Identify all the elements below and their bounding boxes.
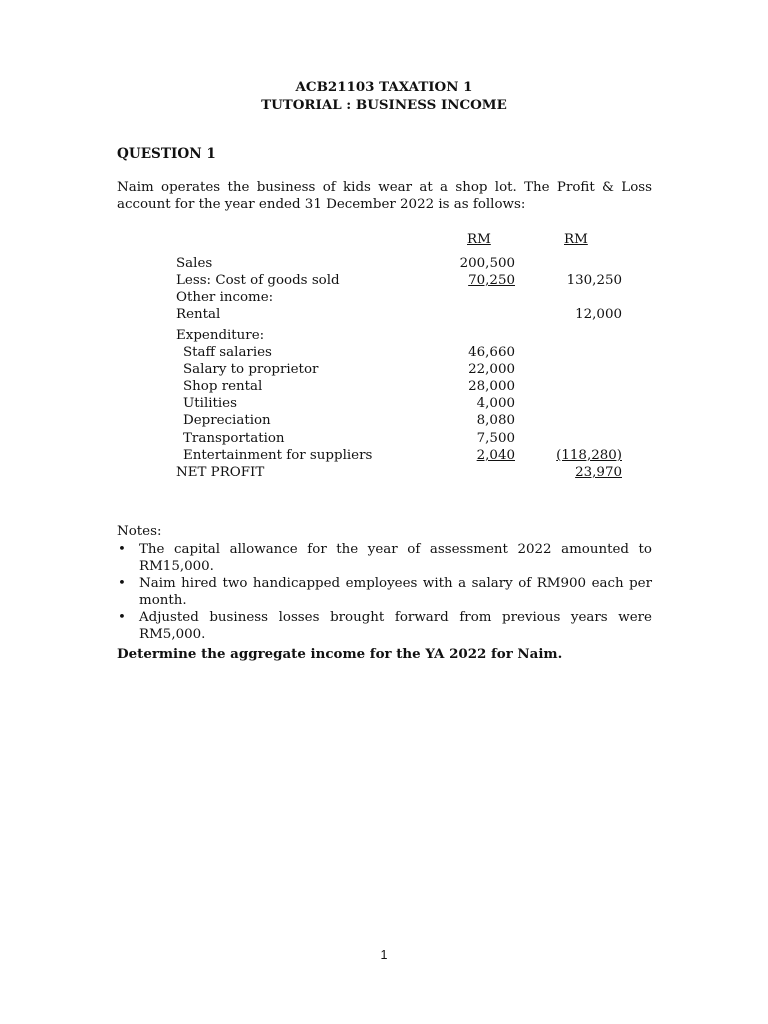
row-value-col2: 23,970 xyxy=(575,465,622,480)
row-label: Depreciation xyxy=(183,413,271,428)
row-label: Utilities xyxy=(183,396,237,411)
course-title: ACB21103 TAXATION 1 xyxy=(295,79,473,95)
row-value-col1: 4,000 xyxy=(476,396,515,411)
row-value-col2: 12,000 xyxy=(575,307,622,322)
row-value-col2: 130,250 xyxy=(566,273,622,288)
row-value-col1: 28,000 xyxy=(468,379,515,394)
column-header-rm-1: RM xyxy=(467,232,491,247)
question-title: QUESTION 1 xyxy=(117,146,216,162)
table-row xyxy=(0,272,768,289)
note-text: The capital allowance for the year of assessment 2022 amounted to RM15,000. xyxy=(139,542,652,574)
table-row xyxy=(0,395,768,412)
list-item xyxy=(117,541,652,575)
row-value-col1: 46,660 xyxy=(468,345,515,360)
row-label: NET PROFIT xyxy=(176,465,265,480)
row-value-col1: 70,250 xyxy=(468,273,515,288)
table-row xyxy=(0,378,768,395)
row-label: Shop rental xyxy=(183,379,263,394)
row-label: Transportation xyxy=(183,431,285,446)
note-text: Naim hired two handicapped employees with a salary of RM900 each per month. xyxy=(139,576,652,608)
table-row xyxy=(0,306,768,323)
question-prompt: Determine the aggregate income for the YA 2022 for Naim. xyxy=(117,646,563,662)
row-label: Salary to proprietor xyxy=(183,362,319,377)
notes-title: Notes: xyxy=(117,524,162,539)
list-item xyxy=(117,575,652,609)
list-item xyxy=(117,609,652,643)
bullet-icon: • xyxy=(118,610,126,625)
row-label: Sales xyxy=(176,256,213,271)
table-header-row xyxy=(0,231,768,248)
column-header-rm-2: RM xyxy=(564,232,588,247)
row-label: Less: Cost of goods sold xyxy=(176,273,340,288)
row-label: Other income: xyxy=(176,290,274,305)
table-row xyxy=(0,430,768,447)
table-row xyxy=(0,361,768,378)
table-row xyxy=(0,255,768,272)
tutorial-title: TUTORIAL : BUSINESS INCOME xyxy=(261,97,507,113)
row-label: Staff salaries xyxy=(183,345,272,360)
notes-list xyxy=(117,541,652,643)
row-value-col1: 7,500 xyxy=(476,431,515,446)
row-value-col1: 22,000 xyxy=(468,362,515,377)
bullet-icon: • xyxy=(118,542,126,557)
bullet-icon: • xyxy=(118,576,126,591)
table-row xyxy=(0,289,768,306)
row-value-col1: 2,040 xyxy=(476,448,515,463)
row-value-col1: 200,500 xyxy=(459,256,515,271)
intro-paragraph: Naim operates the business of kids wear at a shop lot. The Profit & Loss account for the year ended 31 December 2022 is as follows: xyxy=(117,180,652,212)
document-header xyxy=(0,78,768,114)
table-row xyxy=(0,447,768,464)
row-value-col2: (118,280) xyxy=(556,448,622,463)
table-row xyxy=(0,464,768,481)
table-row xyxy=(0,412,768,429)
row-label: Rental xyxy=(176,307,221,322)
table-row xyxy=(0,327,768,344)
page-number: 1 xyxy=(380,948,388,962)
row-label: Entertainment for suppliers xyxy=(183,448,373,463)
table-row xyxy=(0,344,768,361)
row-value-col1: 8,080 xyxy=(476,413,515,428)
note-text: Adjusted business losses brought forward from previous years were RM5,000. xyxy=(139,610,652,642)
row-label: Expenditure: xyxy=(176,328,265,343)
